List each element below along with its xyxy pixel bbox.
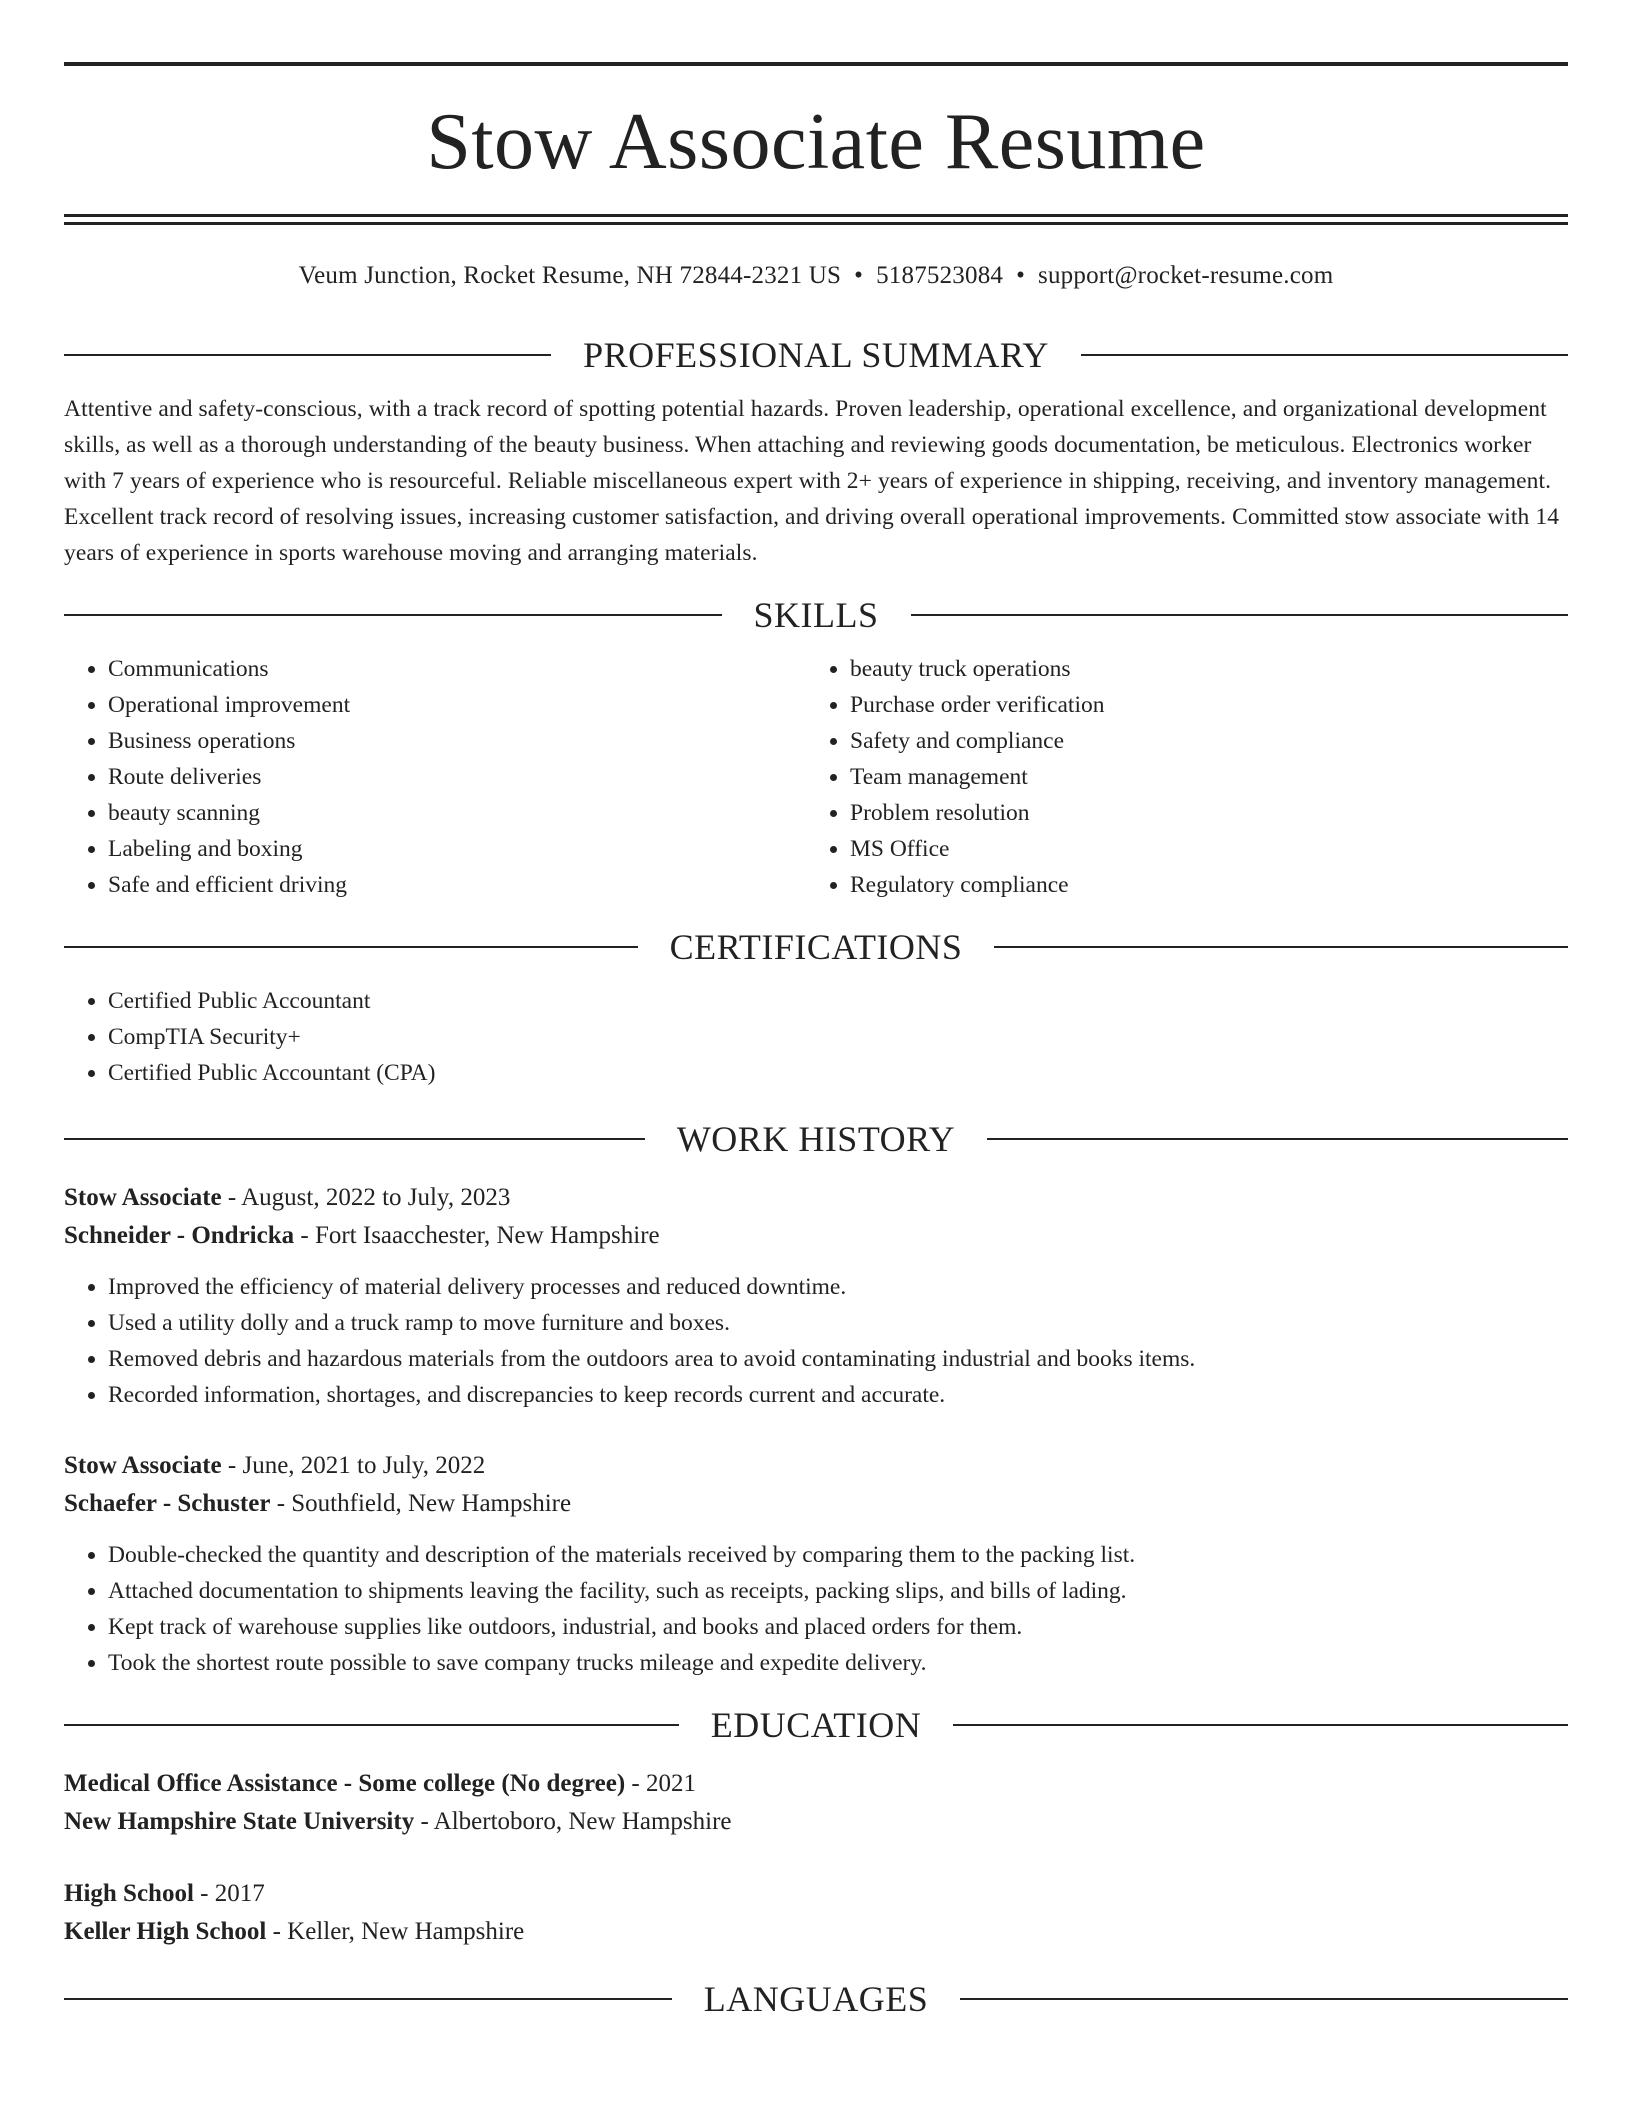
education-school: New Hampshire State University xyxy=(64,1808,415,1835)
job-company: Schneider - Ondricka xyxy=(64,1222,295,1249)
job-bullet: • Used a utility dolly and a truck ramp to move furniture and boxes. xyxy=(108,1305,1568,1341)
education-entry xyxy=(64,1765,1568,1841)
skill-item: • beauty scanning xyxy=(108,795,806,831)
skill-item: • Route deliveries xyxy=(108,759,806,795)
job-title-line xyxy=(64,1179,1568,1217)
skill-item: • Purchase order verification xyxy=(850,687,1548,723)
job-bullet: • Recorded information, shortages, and discrepancies to keep records current and accurate. xyxy=(108,1377,1568,1413)
job-entry xyxy=(64,1447,1568,1681)
job-title-line xyxy=(64,1447,1568,1485)
section-heading-summary xyxy=(64,333,1568,377)
contact-separator: • xyxy=(854,262,864,289)
education-school-line xyxy=(64,1803,1568,1841)
skills-column-left xyxy=(64,651,806,903)
education-school: Keller High School xyxy=(64,1918,267,1945)
skill-item: • Regulatory compliance xyxy=(850,867,1548,903)
section-heading-certifications xyxy=(64,925,1568,969)
education-year: - 2017 xyxy=(193,1880,265,1907)
certification-item: • Certified Public Accountant (CPA) xyxy=(108,1055,1568,1091)
heading-rule xyxy=(911,614,1569,616)
skill-item: • Communications xyxy=(108,651,806,687)
certification-item: • CompTIA Security+ xyxy=(108,1019,1568,1055)
contact-separator: • xyxy=(1016,262,1026,289)
job-entry xyxy=(64,1179,1568,1413)
education-degree-line xyxy=(64,1765,1568,1803)
job-bullet: • Kept track of warehouse supplies like outdoors, industrial, and books and placed orders for them. xyxy=(108,1609,1568,1645)
contact-line xyxy=(64,259,1568,293)
heading-rule xyxy=(960,1998,1568,2000)
job-bullet: • Improved the efficiency of material delivery processes and reduced downtime. xyxy=(108,1269,1568,1305)
education-degree: Medical Office Assistance - Some college (No degree) xyxy=(64,1770,626,1797)
job-bullet: • Double-checked the quantity and description of the materials received by comparing them to the packing list. xyxy=(108,1537,1568,1573)
heading-rule xyxy=(64,1138,645,1140)
heading-rule xyxy=(64,354,551,356)
education-year: - 2021 xyxy=(625,1770,696,1797)
job-title: Stow Associate xyxy=(64,1184,222,1211)
section-heading-education xyxy=(64,1703,1568,1747)
certifications-list xyxy=(64,983,1568,1091)
job-dates: - August, 2022 to July, 2023 xyxy=(221,1184,511,1211)
heading-rule xyxy=(994,946,1568,948)
section-title: PROFESSIONAL SUMMARY xyxy=(583,335,1049,375)
heading-rule xyxy=(64,946,638,948)
skills-list xyxy=(64,651,1568,903)
skill-item: • Business operations xyxy=(108,723,806,759)
job-bullet: • Attached documentation to shipments leaving the facility, such as receipts, packing slips, and bills of lading. xyxy=(108,1573,1568,1609)
job-bullet: • Took the shortest route possible to save company trucks mileage and expedite delivery. xyxy=(108,1645,1568,1681)
job-dates: - June, 2021 to July, 2022 xyxy=(221,1452,486,1479)
education-degree-line xyxy=(64,1875,1568,1913)
skill-item: • Team management xyxy=(850,759,1548,795)
certification-item: • Certified Public Accountant xyxy=(108,983,1568,1019)
section-heading-work xyxy=(64,1117,1568,1161)
job-company: Schaefer - Schuster xyxy=(64,1490,271,1517)
heading-rule xyxy=(64,1724,679,1726)
top-rule xyxy=(64,62,1568,66)
job-company-line xyxy=(64,1217,1568,1255)
heading-rule xyxy=(1081,354,1568,356)
heading-rule xyxy=(64,614,722,616)
section-title: WORK HISTORY xyxy=(676,1119,956,1159)
skill-item: • Safe and efficient driving xyxy=(108,867,806,903)
summary-text: Attentive and safety-conscious, with a track record of spotting potential hazards. Proven leadership, operational excellence, and organizational development skills, as well as a thorough understanding of the beauty business. When attaching and reviewing goods documentation, be meticulous. Electronics worker with 7 years of experience who is resourceful. Reliable miscellaneous expert with 2+ years of experience in shipping, receiving, and inventory management. Excellent track record of resolving issues, increasing customer satisfaction, and driving overall operational improvements. Committed stow associate with 14 years of experience in sports warehouse moving and arranging materials. xyxy=(64,396,1560,566)
skill-item: • Labeling and boxing xyxy=(108,831,806,867)
skill-item: • Problem resolution xyxy=(850,795,1548,831)
section-heading-skills xyxy=(64,593,1568,637)
skill-item: • Operational improvement xyxy=(108,687,806,723)
job-location: - Southfield, New Hampshire xyxy=(270,1490,572,1517)
education-degree: High School xyxy=(64,1880,194,1907)
contact-phone: 5187523084 xyxy=(876,262,1004,289)
heading-rule xyxy=(953,1724,1568,1726)
skill-item: • MS Office xyxy=(850,831,1548,867)
job-bullet: • Removed debris and hazardous materials from the outdoors area to avoid contaminating industrial and books items. xyxy=(108,1341,1568,1377)
job-title: Stow Associate xyxy=(64,1452,222,1479)
section-title: SKILLS xyxy=(753,595,879,635)
section-title: EDUCATION xyxy=(710,1705,922,1745)
education-school-line xyxy=(64,1913,1568,1951)
education-entry xyxy=(64,1875,1568,1951)
contact-address: Veum Junction, Rocket Resume, NH 72844-2321 US xyxy=(298,262,842,289)
skill-item: • Safety and compliance xyxy=(850,723,1548,759)
education-location: - Albertoboro, New Hampshire xyxy=(414,1808,732,1835)
job-location: - Fort Isaacchester, New Hampshire xyxy=(294,1222,660,1249)
skill-item: • beauty truck operations xyxy=(850,651,1548,687)
title-double-rule xyxy=(64,214,1568,225)
page-title: Stow Associate Resume xyxy=(426,98,1206,186)
contact-email: support@rocket-resume.com xyxy=(1038,262,1334,289)
section-heading-languages xyxy=(64,1977,1568,2021)
job-company-line xyxy=(64,1485,1568,1523)
heading-rule xyxy=(987,1138,1568,1140)
heading-rule xyxy=(64,1998,672,2000)
section-title: LANGUAGES xyxy=(703,1979,929,2019)
skills-column-right xyxy=(806,651,1548,903)
education-location: - Keller, New Hampshire xyxy=(266,1918,525,1945)
section-title: CERTIFICATIONS xyxy=(669,927,963,967)
